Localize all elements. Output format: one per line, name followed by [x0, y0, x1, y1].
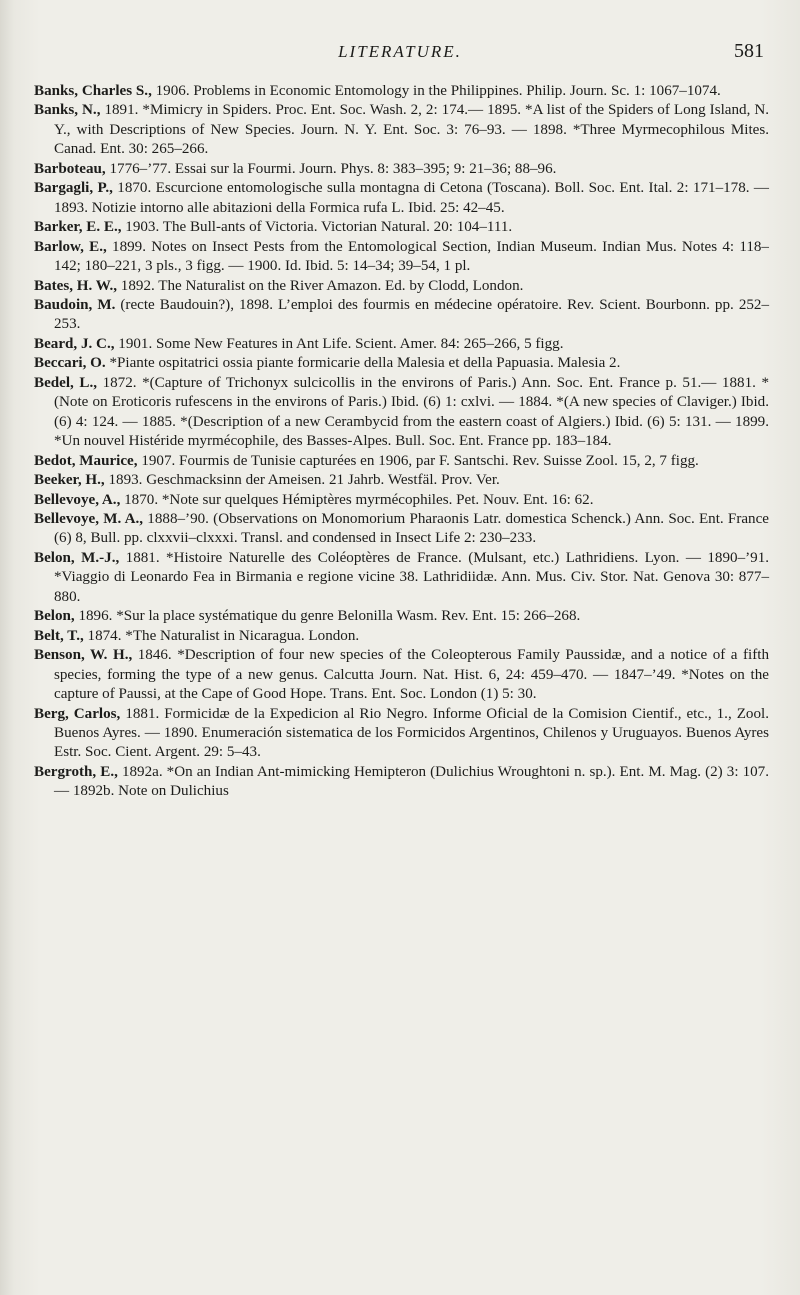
bibliography-entry: [34, 471, 769, 490]
bibliography-entry: [34, 218, 769, 237]
entry-text: 1888–’90. (Observations on Monomorium Pharaonis Latr. domestica Schenck.) Ann. Soc. Ent. France (6) 8, Bull. pp. clxxvii–clxxxi. Transl. and condensed in Insect Life 2: 230–233.: [54, 510, 769, 547]
entry-text: 1906. Problems in Economic Entomology in the Philippines. Philip. Journ. Sc. 1: 1067–1074.: [151, 83, 721, 99]
bibliography-entry: [34, 374, 769, 452]
bibliography-entry: [34, 646, 769, 704]
entry-author: Baudoin, M.: [34, 296, 116, 313]
bibliography-entry: [34, 354, 769, 373]
bibliography-entry: [34, 549, 769, 607]
entry-author: Berg, Carlos,: [34, 705, 121, 722]
bibliography-entry: [34, 627, 769, 646]
bibliography-entry: [34, 510, 769, 549]
bibliography-list: [34, 82, 769, 802]
running-title: LITERATURE.: [338, 42, 462, 61]
entry-author: Barlow, E.,: [34, 238, 107, 255]
entry-text: 1899. Notes on Insect Pests from the Entomological Section, Indian Museum. Indian Mus. Notes 4: 118–142; 180–221, 3 pls., 3 figg. — 1900. Id. Ibid. 5: 14–34; 39–54, 1 pl.: [54, 238, 769, 275]
entry-author: Bellevoye, M. A.,: [34, 510, 144, 527]
entry-author: Belt, T.,: [34, 627, 84, 644]
entry-author: Bedel, L.,: [34, 374, 98, 391]
entry-author: Belon,: [34, 608, 75, 625]
entry-text: 1893. Geschmacksinn der Ameisen. 21 Jahrb. Westfäl. Prov. Ver.: [104, 472, 500, 489]
entry-author: Bedot, Maurice,: [34, 452, 138, 469]
entry-text: 1901. Some New Features in Ant Life. Scient. Amer. 84: 265–266, 5 figg.: [114, 335, 564, 352]
bibliography-entry: [34, 607, 769, 626]
entry-text: 1892. The Naturalist on the River Amazon. Ed. by Clodd, London.: [117, 277, 524, 294]
entry-author: Benson, W. H.,: [34, 647, 133, 664]
entry-text: (recte Baudouin?), 1898. L’emploi des fourmis en médecine opératoire. Rev. Scient. Bourbonn. pp. 252–253.: [54, 296, 770, 333]
bibliography-entry: [34, 160, 769, 179]
entry-text: 1870. *Note sur quelques Hémiptères myrmécophiles. Pet. Nouv. Ent. 16: 62.: [120, 491, 594, 508]
entry-author: Belon, M.-J.,: [34, 549, 120, 566]
entry-author: Banks, Charles S.,: [34, 83, 152, 99]
entry-author: Beard, J. C.,: [34, 335, 115, 352]
entry-text: 1881. Formicidæ de la Expedicion al Rio Negro. Informe Oficial de la Comision Cientif., etc., 1., Zool. Buenos Ayres. — 1890. Enumeración sistematica de los Formicidos Argentinos, Chilenos y Uruguayos. Buenos Ayres Estr. Soc. Cient. Argent. 29: 5–43.: [54, 705, 769, 761]
bibliography-entry: [34, 296, 769, 335]
running-head: [0, 42, 800, 72]
bibliography-entry: [34, 101, 769, 159]
entry-author: Banks, N.,: [34, 102, 101, 119]
entry-author: Bergroth, E.,: [34, 763, 118, 780]
entry-text: *Piante ospitatrici ossia piante formicarie della Malesia et della Papuasia. Malesia 2.: [105, 355, 621, 372]
bibliography-entry: [34, 82, 769, 101]
entry-text: 1903. The Bull-ants of Victoria. Victorian Natural. 20: 104–111.: [121, 219, 513, 236]
entry-text: 1874. *The Naturalist in Nicaragua. London.: [83, 627, 360, 644]
entry-text: 1891. *Mimicry in Spiders. Proc. Ent. Soc. Wash. 2, 2: 174.— 1895. *A list of the Spiders of Long Island, N. Y., with Descriptions of New Species. Journ. N. Y. Ent. Soc. 3: 76–93. — 1898. *Three Myrmecophilous Mites. Canad. Ent. 30: 265–266.: [54, 102, 769, 158]
entry-text: 1846. *Description of four new species of the Coleopterous Family Paussidæ, and a notice of a fifth species, forming the type of a new genus. Calcutta Journ. Nat. Hist. 6, 24: 459–470. — 1847–’49. *Notes on the capture of Paussi, at the Cape of Good Hope. Trans. Ent. Soc. London (1) 5: 30.: [54, 647, 769, 703]
entry-text: 1896. *Sur la place systématique du genre Belonilla Wasm. Rev. Ent. 15: 266–268.: [74, 608, 581, 625]
bibliography-entry: [34, 238, 769, 277]
entry-author: Bates, H. W.,: [34, 277, 118, 294]
bibliography-entry: [34, 705, 769, 763]
entry-author: Beeker, H.,: [34, 472, 105, 489]
bibliography-entry: [34, 452, 769, 471]
bibliography-entry: [34, 763, 769, 802]
entry-text: 1881. *Histoire Naturelle des Coléoptères de France. (Mulsant, etc.) Lathridiens. Lyon. — 1890–’91. *Viaggio di Leonardo Fea in Birmania e regione vicine 38. Lathridiidæ. Ann. Mus. Civ. Stor. Nat. Genova 30: 877–880.: [54, 549, 770, 605]
entry-text: 1907. Fourmis de Tunisie capturées en 1906, par F. Santschi. Rev. Suisse Zool. 15, 2, 7 figg.: [137, 452, 699, 469]
page-number: 581: [734, 40, 764, 62]
bibliography-entry: [34, 277, 769, 296]
entry-text: 1872. *(Capture of Trichonyx sulcicollis in the environs of Paris.) Ann. Soc. Ent. France p. 51.— 1881. *(Note on Eroticoris rufescens in the environs of Paris.) Ibid. (6) 1: cxlvi. — 1884. *(A new species of Claviger.) Ibid. (6) 4: 124. — 1885. *(Description of a new Cerambycid from the eastern coast of Algiers.) Ibid. (6) 5: 131. — 1899. *Un nouvel Histéride myrmécophile, des Basses-Alpes. Bull. Soc. Ent. France pp. 183–184.: [54, 374, 770, 450]
entry-text: 1870. Escurcione entomologische sulla montagna di Cetona (Toscana). Boll. Soc. Ent. Ital. 2: 171–178. — 1893. Notizie intorno alle abitazioni della Formica rufa L. Ibid. 25: 42–45.: [54, 180, 769, 216]
entry-author: Barker, E. E.,: [34, 219, 122, 236]
entry-author: Bargagli, P.,: [34, 180, 113, 197]
entry-text: 1776–’77. Essai sur la Fourmi. Journ. Phys. 8: 383–395; 9: 21–36; 88–96.: [105, 160, 557, 177]
bibliography-entry: [34, 491, 769, 510]
bibliography-entry: [34, 179, 769, 218]
entry-text: 1892a. *On an Indian Ant-mimicking Hemipteron (Dulichius Wroughtoni n. sp.). Ent. M. Mag. (2) 3: 107. — 1892b. Note on Dulichius: [54, 763, 769, 800]
entry-author: Barboteau,: [34, 160, 106, 177]
entry-author: Beccari, O.: [34, 355, 106, 372]
bibliography-entry: [34, 335, 769, 354]
entry-author: Bellevoye, A.,: [34, 491, 121, 508]
